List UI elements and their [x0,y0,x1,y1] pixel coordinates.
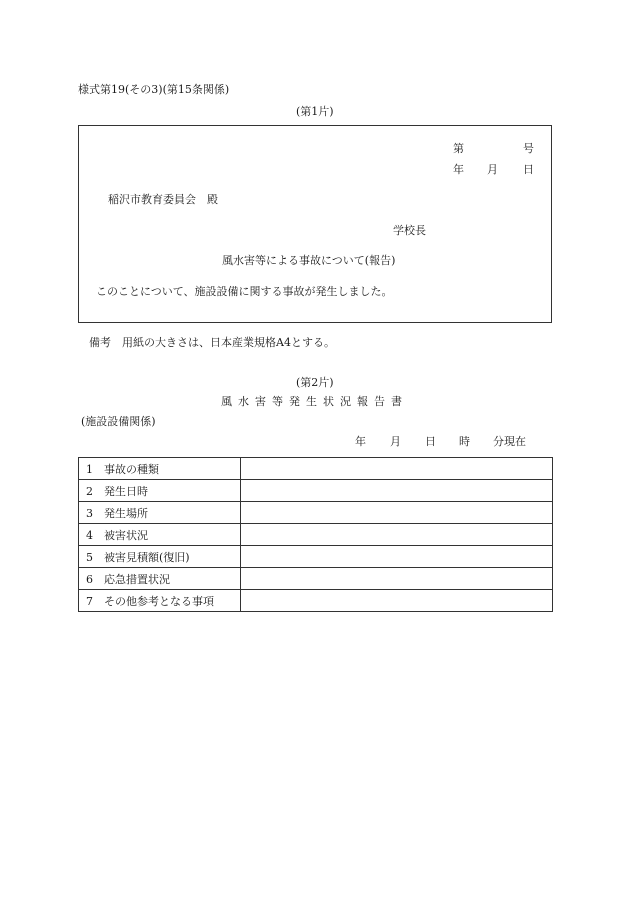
dt-hour: 時 [459,435,470,448]
row-label: 7 その他参考となる事項 [79,590,241,612]
date-year: 年 [453,163,464,176]
subject: 風水害等による事故について(報告) [222,254,396,267]
sheet1-title: (第1片) [296,105,334,118]
table-row [79,480,553,502]
dt-year: 年 [355,435,366,448]
row-value[interactable] [241,480,553,502]
table-row [79,590,553,612]
table-row [79,502,553,524]
row-value[interactable] [241,502,553,524]
row-label: 1 事故の種類 [79,458,241,480]
row-value[interactable] [241,524,553,546]
table-row [79,546,553,568]
report-heading: 風水害等発生状況報告書 [221,395,408,408]
row-label: 5 被害見積額(復旧) [79,546,241,568]
date-month: 月 [487,163,498,176]
row-label: 2 発生日時 [79,480,241,502]
body-text: このことについて、施設設備に関する事故が発生しました。 [96,285,393,298]
addressee: 稲沢市教育委員会 殿 [108,193,218,206]
table-row [79,524,553,546]
report-table [78,457,553,612]
row-value[interactable] [241,568,553,590]
category: (施設設備関係) [81,415,156,428]
sender: 学校長 [393,224,426,237]
table-row [79,568,553,590]
row-label: 3 発生場所 [79,502,241,524]
form-label: 様式第19(その3)(第15条関係) [78,83,230,96]
sheet2-title: (第2片) [296,376,334,389]
doc-number-prefix: 第 [453,142,464,155]
dt-day: 日 [425,435,436,448]
doc-number-suffix: 号 [523,142,534,155]
row-value[interactable] [241,590,553,612]
dt-month: 月 [390,435,401,448]
remarks: 備考 用紙の大きさは、日本産業規格A4とする。 [89,336,335,349]
row-label: 4 被害状況 [79,524,241,546]
table-row [79,458,553,480]
date-day: 日 [523,163,534,176]
row-label: 6 応急措置状況 [79,568,241,590]
row-value[interactable] [241,546,553,568]
dt-minute: 分現在 [493,435,526,448]
row-value[interactable] [241,458,553,480]
